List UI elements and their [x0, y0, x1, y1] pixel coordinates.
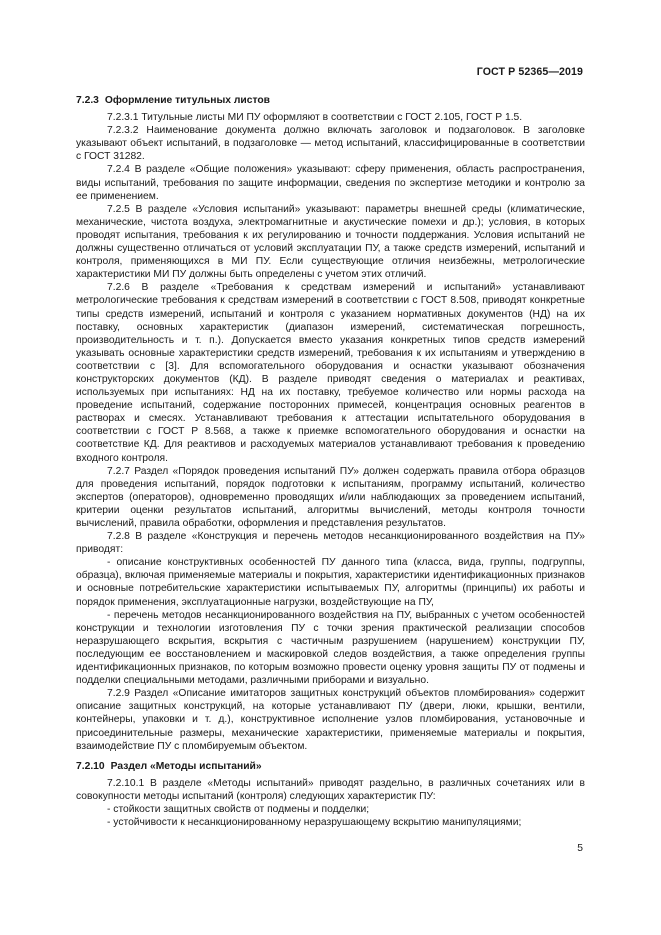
paragraph-7-2-5: 7.2.5 В разделе «Условия испытаний» указывают: параметры внешней среды (климатические, механические, чистота воздуха, электромагнитные и акустические помехи и др.); условия, в которых проводят испытания, требования к их регулированию и точности поддержания. Условия испытаний не должны существенно отличаться от условий эксплуатации ПУ, а также средств измерений, испытаний и контроля, применяющихся в МИ ПУ. Если существующие отличия неизбежны, метрологические характеристики МИ ПУ должны быть определены с учетом этих отличий. — [76, 203, 585, 281]
paragraph-7-2-4: 7.2.4 В разделе «Общие положения» указывают: сферу применения, область распространения, виды испытаний, требования по защите информации, сведения по экспертизе методики и контролю за ее применением. — [76, 164, 585, 202]
paragraph-7-2-3-2: 7.2.3.2 Наименование документа должно включать заголовок и подзаголовок. В заголовке указывают объект испытаний, в подзаголовке — метод испытаний, классифицированные в соответствии с ГОСТ 31282. — [76, 125, 585, 163]
page-number: 5 — [577, 843, 583, 854]
paragraph-7-2-9: 7.2.9 Раздел «Описание имитаторов защитных конструкций объектов пломбирования» содержит описание защитных конструкций, на которые устанавливают ПУ (двери, люки, крышки, вентили, контейнеры, упаковки и т. д.), конструктивное исполнение узлов пломбирования, установочные и присоединительные размеры, механические характеристики, применяемые материалы и покрытия, взаимодействие ПУ с пломбируемым объектом. — [76, 688, 585, 752]
list-item: - описание конструктивных особенностей ПУ данного типа (класса, вида, группы, подгруппы, образца), включая применяемые материалы и покрытия, характеристики идентификационных признаков и основные потребительские характеристики испытываемых ПУ, алгоритмы (принципы) их работы и порядок применения, эксплуатационные нагрузки, воздействующие на ПУ, — [76, 557, 585, 608]
section-number: 7.2.10 — [76, 760, 105, 772]
list-item: - устойчивости к несанкционированному неразрушающему вскрытию манипуляциями; — [107, 817, 522, 829]
paragraph-7-2-3-1: 7.2.3.1 Титульные листы МИ ПУ оформляют в соответствии с ГОСТ 2.105, ГОСТ Р 1.5. — [107, 112, 523, 124]
list-item: - перечень методов несанкционированного воздействия на ПУ, выбранных с учетом особенностей конструкции и технологии изготовления ПУ с точки зрения практической реализации способов неразрушающего вскрытия, вскрытия с частичным разрушением (нарушением) конструкции ПУ, последующим ее восстановлением и маскировкой следов воздействия, а также определения группы идентификационных признаков, по которым возможно провести оценку уровня защиты ПУ от подмены и подделки специальными методами, различными приборами и визуально. — [76, 609, 585, 687]
paragraph-7-2-8: 7.2.8 В разделе «Конструкция и перечень методов несанкционированного воздействия на ПУ» приводят: — [76, 531, 585, 556]
paragraph-7-2-10-1: 7.2.10.1 В разделе «Методы испытаний» приводят раздельно, в различных сочетаниях или в совокупности методы испытаний (контроля) следующих характеристик ПУ: — [76, 777, 585, 802]
section-heading-7-2-10 — [76, 760, 585, 773]
section-title: Раздел «Методы испытаний» — [110, 760, 262, 772]
section-number: 7.2.3 — [76, 95, 99, 106]
page-content — [76, 94, 585, 829]
list-item: - стойкости защитных свойств от подмены и подделки; — [107, 803, 370, 815]
paragraph-7-2-7: 7.2.7 Раздел «Порядок проведения испытаний ПУ» должен содержать правила отбора образцов для проведения испытаний, порядок подготовки к испытаниям, программу испытаний, количество экспертов (операторов), одновременно проводящих и/или наблюдающих за проведением испытаний, критерии оценки результатов испытаний, алгоритмы вычислений, методы контроля точности вычислений, правила обработки, оформления и представления результатов. — [76, 465, 585, 529]
section-title: Оформление титульных листов — [104, 95, 270, 106]
document-id-header: ГОСТ Р 52365—2019 — [476, 66, 583, 78]
paragraph-7-2-6: 7.2.6 В разделе «Требования к средствам измерений и испытаний» устанавливают метрологические требования к средствам измерений в соответствии с ГОСТ 8.508, приводят конкретные типы средств измерений, испытаний и контроля с указанием нормативных документов (НД) на их поставку, основных характеристик (диапазон измерений, систематическая погрешность, производительность и т. п.). Допускается вместо указания конкретных типов средств измерений указывать основные характеристики средств измерений, требования к их испытаниям и утверждению в соответствии с [3]. Для вспомогательного оборудования и оснастки указывают обозначения конструкторских документов (КД). В разделе приводят сведения о материалах и реактивах, используемых при испытаниях: НД на их поставку, требуемое количество или нормы расхода на проведение испытаний, содержание посторонних примесей, концентрация основных реагентов в растворах и смесях. Устанавливают требования к аттестации испытательного оборудования в соответствии с ГОСТ Р 8.568, а также к приемке вспомогательного оборудования и оснастки на соответствие КД. Для реактивов и расходуемых материалов устанавливают требования к проведению входного контроля. — [76, 282, 585, 464]
section-heading-7-2-3 — [76, 94, 585, 107]
